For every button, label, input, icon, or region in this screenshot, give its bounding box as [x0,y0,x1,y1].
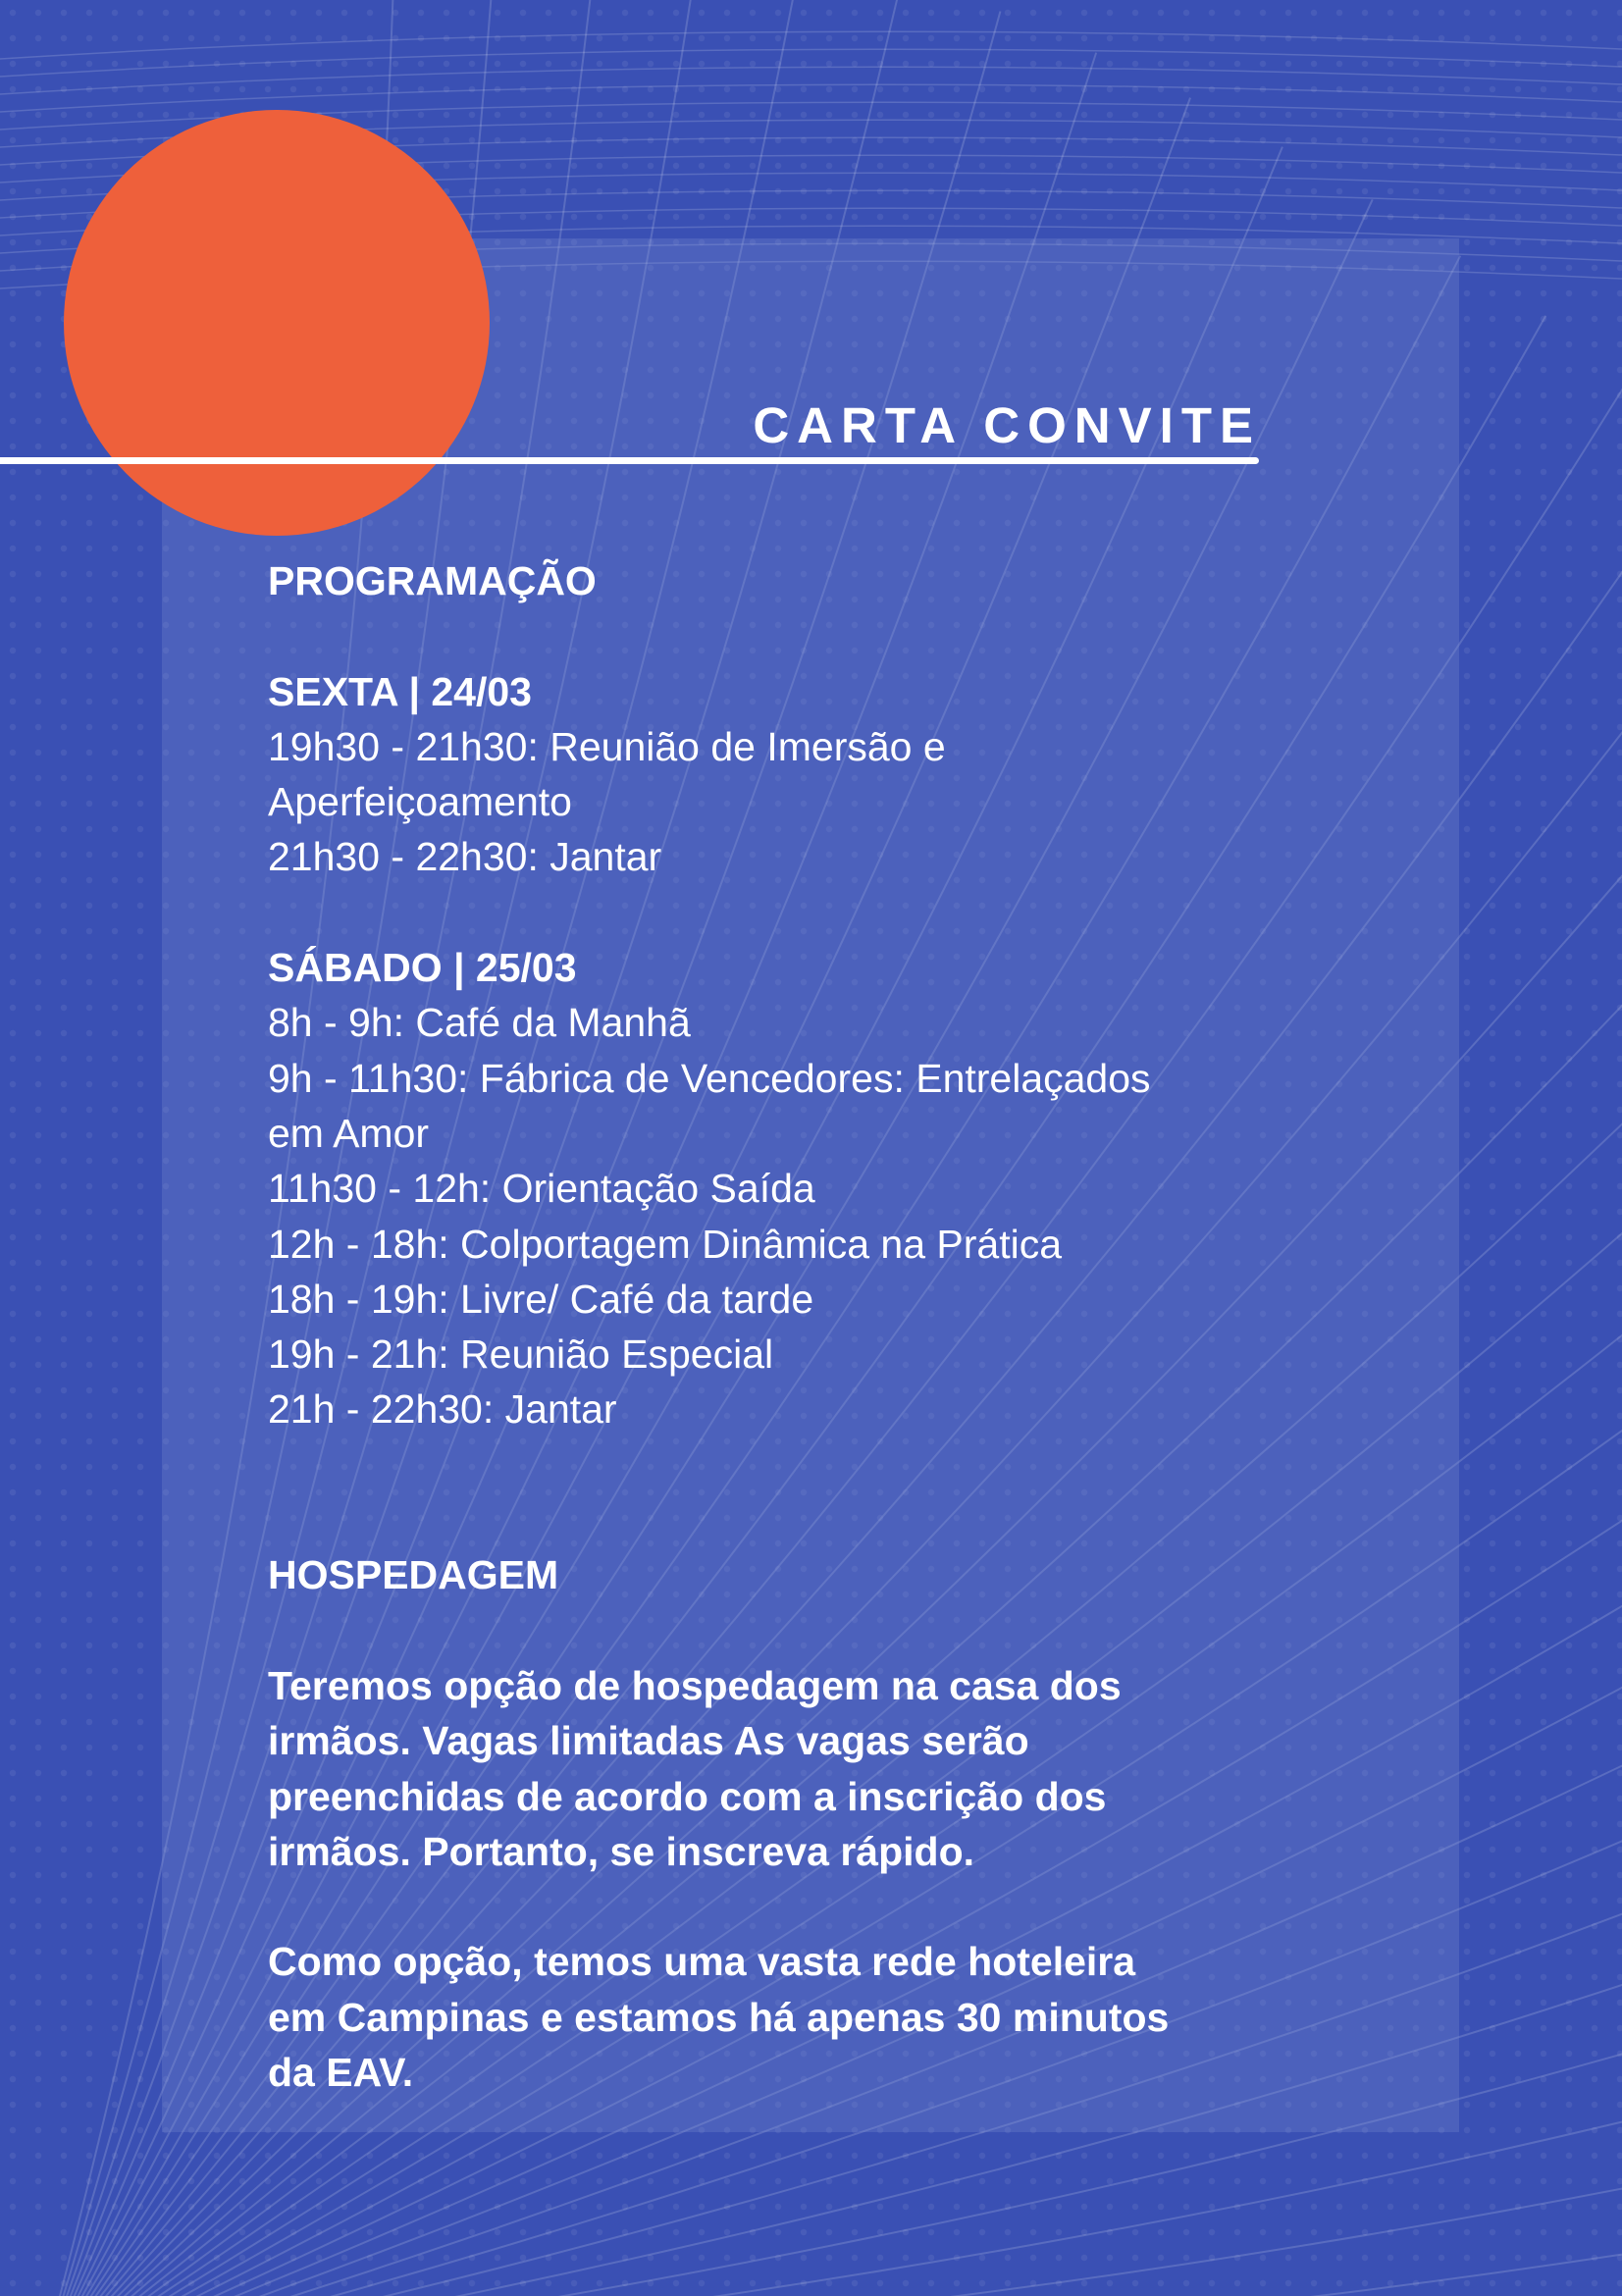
paragraph-line: irmãos. Portanto, se inscreva rápido. [268,1828,975,1874]
schedule-line: 21h - 22h30: Jantar [268,1386,617,1433]
paragraph-line: da EAV. [268,2050,414,2096]
schedule-line: 18h - 19h: Livre/ Café da tarde [268,1276,814,1322]
schedule-line: 19h - 21h: Reunião Especial [268,1331,774,1378]
schedule-line: em Amor [268,1110,430,1156]
paragraph-line: preenchidas de acordo com a inscrição dos [268,1773,1107,1819]
page-title: CARTA CONVITE [753,397,1261,453]
title-underline [0,457,1259,464]
sabado-heading: SÁBADO | 25/03 [268,945,577,991]
sexta-heading: SEXTA | 24/03 [268,668,532,714]
schedule-line: 12h - 18h: Colportagem Dinâmica na Prática [268,1221,1063,1267]
schedule-line: Aperfeiçoamento [268,779,572,825]
paragraph-line: irmãos. Vagas limitadas As vagas serão [268,1718,1029,1764]
programacao-heading: PROGRAMAÇÃO [268,558,597,603]
content [268,553,1308,2100]
paragraph-line: Teremos opção de hospedagem na casa dos [268,1662,1122,1708]
hospedagem-heading: HOSPEDAGEM [268,1552,559,1598]
decorative-circle [64,110,490,536]
hospedagem-paragraph-2 [268,1934,1308,2100]
paragraph-line: em Campinas e estamos há apenas 30 minutos [268,1994,1170,2040]
schedule-line: 11h30 - 12h: Orientação Saída [268,1166,815,1212]
schedule-line: 21h30 - 22h30: Jantar [268,834,662,880]
schedule-line: 9h - 11h30: Fábrica de Vencedores: Entrelaçados [268,1055,1151,1101]
schedule-line: 19h30 - 21h30: Reunião de Imersão e [268,723,946,769]
schedule-line: 8h - 9h: Café da Manhã [268,1000,691,1046]
paragraph-line: Como opção, temos uma vasta rede hoteleira [268,1939,1136,1985]
hospedagem-paragraph-1 [268,1658,1308,1879]
